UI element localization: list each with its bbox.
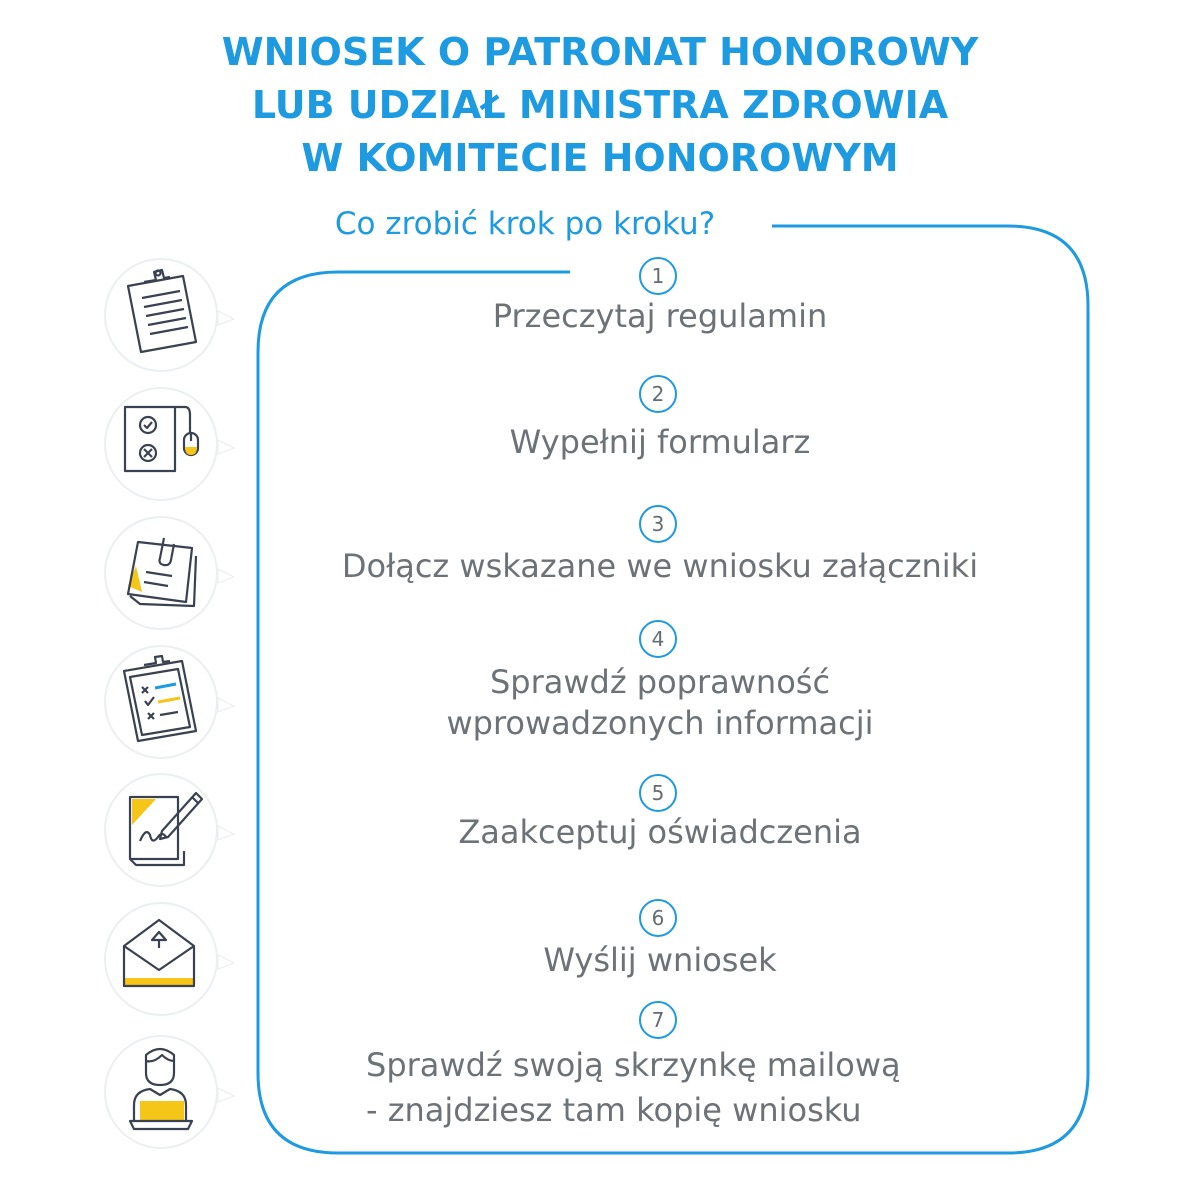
checklist-clipboard-icon	[100, 643, 235, 761]
step-2-text: Wypełnij formularz	[509, 423, 811, 461]
step-7-text-line-2: - znajdziesz tam kopię wniosku	[366, 1091, 862, 1129]
person-at-laptop-icon	[100, 1033, 235, 1151]
form-with-mouse-icon	[100, 385, 235, 503]
attachment-notes-icon	[100, 514, 235, 632]
title-line-3: W KOMITECIE HONOROWYM	[301, 136, 899, 180]
step-5-text: Zaakceptuj oświadczenia	[458, 813, 862, 851]
sign-document-pen-icon	[100, 771, 235, 889]
step-4-text-line-2: wprowadzonych informacji	[446, 704, 874, 742]
step-3-number: 3	[639, 505, 677, 543]
title-line-1: WNIOSEK O PATRONAT HONOROWY	[221, 30, 979, 74]
clipboard-document-icon	[100, 256, 235, 374]
subtitle: Co zrobić krok po kroku?	[334, 206, 716, 242]
step-3-text: Dołącz wskazane we wniosku załączniki	[341, 547, 979, 585]
title-line-2: LUB UDZIAŁ MINISTRA ZDROWIA	[251, 83, 949, 127]
envelope-send-icon	[100, 900, 235, 1018]
step-7-text-line-1: Sprawdź swoją skrzynkę mailową	[366, 1046, 901, 1084]
step-4-text-line-1: Sprawdź poprawność	[489, 663, 831, 701]
step-1-number: 1	[639, 257, 677, 295]
step-6-number: 6	[639, 899, 677, 937]
step-1-text: Przeczytaj regulamin	[492, 297, 828, 335]
step-5-number: 5	[639, 774, 677, 812]
step-7-number: 7	[639, 1001, 677, 1039]
step-4-number: 4	[639, 620, 677, 658]
step-6-text: Wyślij wniosek	[543, 941, 777, 979]
step-2-number: 2	[639, 375, 677, 413]
